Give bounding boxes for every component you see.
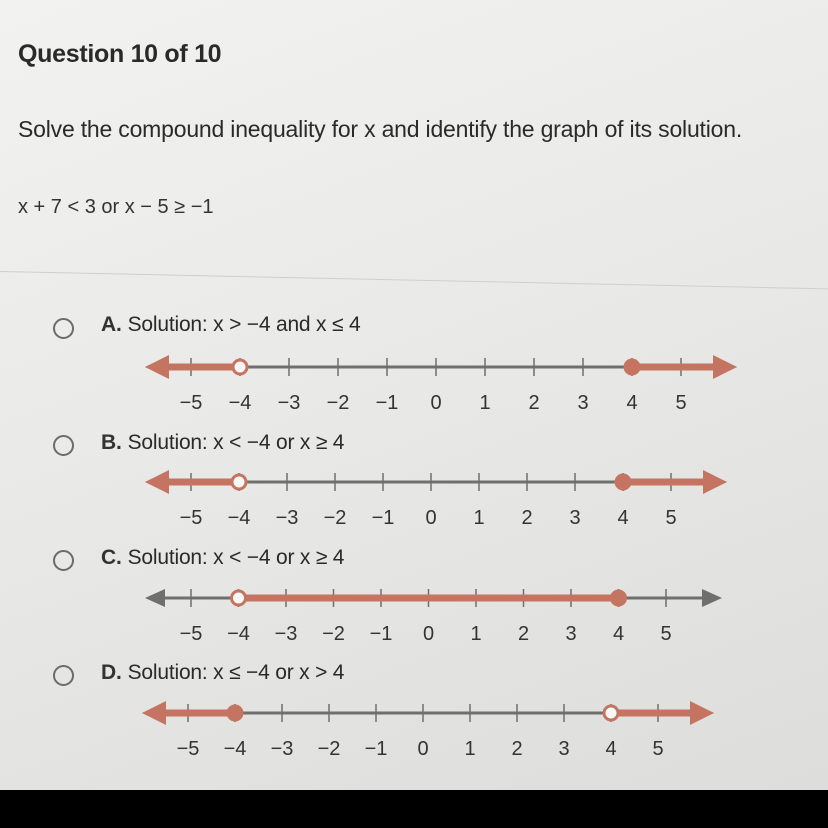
closed-endpoint [228,706,242,720]
tick-label: 1 [479,392,491,414]
number-line [135,347,745,427]
axis-right-arrow [702,589,722,607]
option-label [101,431,344,455]
tick-label: −2 [323,507,347,529]
option-letter: D. [101,661,122,684]
tick-label: −3 [270,738,294,760]
option-solution-text: Solution: x ≤ −4 or x > 4 [127,661,345,684]
tick-label: 2 [528,392,540,414]
tick-label: 2 [521,507,533,529]
option-solution-text: Solution: x < −4 or x ≥ 4 [127,431,345,454]
tick-label: −5 [179,392,203,414]
tick-label: −4 [223,738,247,760]
tick-label: 3 [558,738,570,760]
tick-label: −3 [275,507,299,529]
axis-left-arrow [145,589,165,607]
radio-button[interactable] [53,550,74,571]
solution-right-arrow [713,355,737,379]
tick-label: 1 [473,507,485,529]
tick-label: 1 [470,623,482,645]
radio-button[interactable] [53,435,74,456]
number-line [135,578,730,658]
option-letter: A. [101,313,122,336]
option-letter: C. [101,546,122,569]
tick-label: −1 [369,623,393,645]
solution-right-arrow [703,470,727,494]
radio-button[interactable] [53,318,74,339]
tick-label: −4 [227,507,251,529]
tick-label: 2 [517,623,530,645]
tick-label: −4 [228,392,252,414]
tick-label: 5 [652,738,664,760]
tick-label: 4 [626,392,638,414]
solution-left-arrow [145,355,169,379]
tick-label: −1 [364,738,388,760]
option-solution-text: Solution: x > −4 and x ≤ 4 [127,313,361,336]
tick-label: 4 [605,738,617,760]
tick-label: −3 [277,392,301,414]
tick-label: −5 [176,738,200,760]
option-label [101,313,360,337]
tick-label: 4 [612,623,625,645]
tick-label: −2 [322,623,345,645]
tick-label: 5 [665,507,677,529]
tick-label: −2 [317,738,341,760]
tick-label: −5 [179,623,203,645]
solution-left-arrow [142,701,166,725]
tick-label: 4 [617,507,629,529]
tick-label: 0 [430,392,442,414]
tick-label: 0 [417,738,429,760]
tick-label: −4 [227,623,250,645]
open-endpoint [233,360,247,374]
tick-label: −5 [179,507,203,529]
tick-label: 0 [422,623,435,645]
tick-label: 3 [565,623,577,645]
tick-label: 0 [425,507,437,529]
open-endpoint [604,706,618,720]
question-header: Question 10 of 10 [18,40,222,68]
tick-label: 3 [569,507,581,529]
tick-label: 5 [675,392,687,414]
radio-button[interactable] [53,665,74,686]
open-endpoint [232,475,246,489]
closed-endpoint [616,475,630,489]
closed-endpoint [612,591,626,605]
bottom-black-bar [0,790,828,828]
inequality-equation: x + 7 < 3 or x − 5 ≥ −1 [18,196,214,218]
tick-label: −1 [375,392,399,414]
tick-label: −1 [371,507,395,529]
tick-label: 2 [511,738,523,760]
tick-label: −2 [326,392,350,414]
solution-right-arrow [690,701,714,725]
solution-left-arrow [145,470,169,494]
tick-label: 5 [660,623,672,645]
tick-label: 1 [464,738,476,760]
option-label [101,661,344,685]
open-endpoint [232,591,246,605]
tick-label: 3 [577,392,589,414]
option-letter: B. [101,431,122,454]
number-line [135,462,735,542]
option-label [101,546,344,570]
number-line [132,693,722,773]
option-solution-text: Solution: x < −4 or x ≥ 4 [127,546,345,569]
question-prompt: Solve the compound inequality for x and identify the graph of its solution. [18,116,743,142]
tick-label: −3 [274,623,298,645]
closed-endpoint [625,360,639,374]
